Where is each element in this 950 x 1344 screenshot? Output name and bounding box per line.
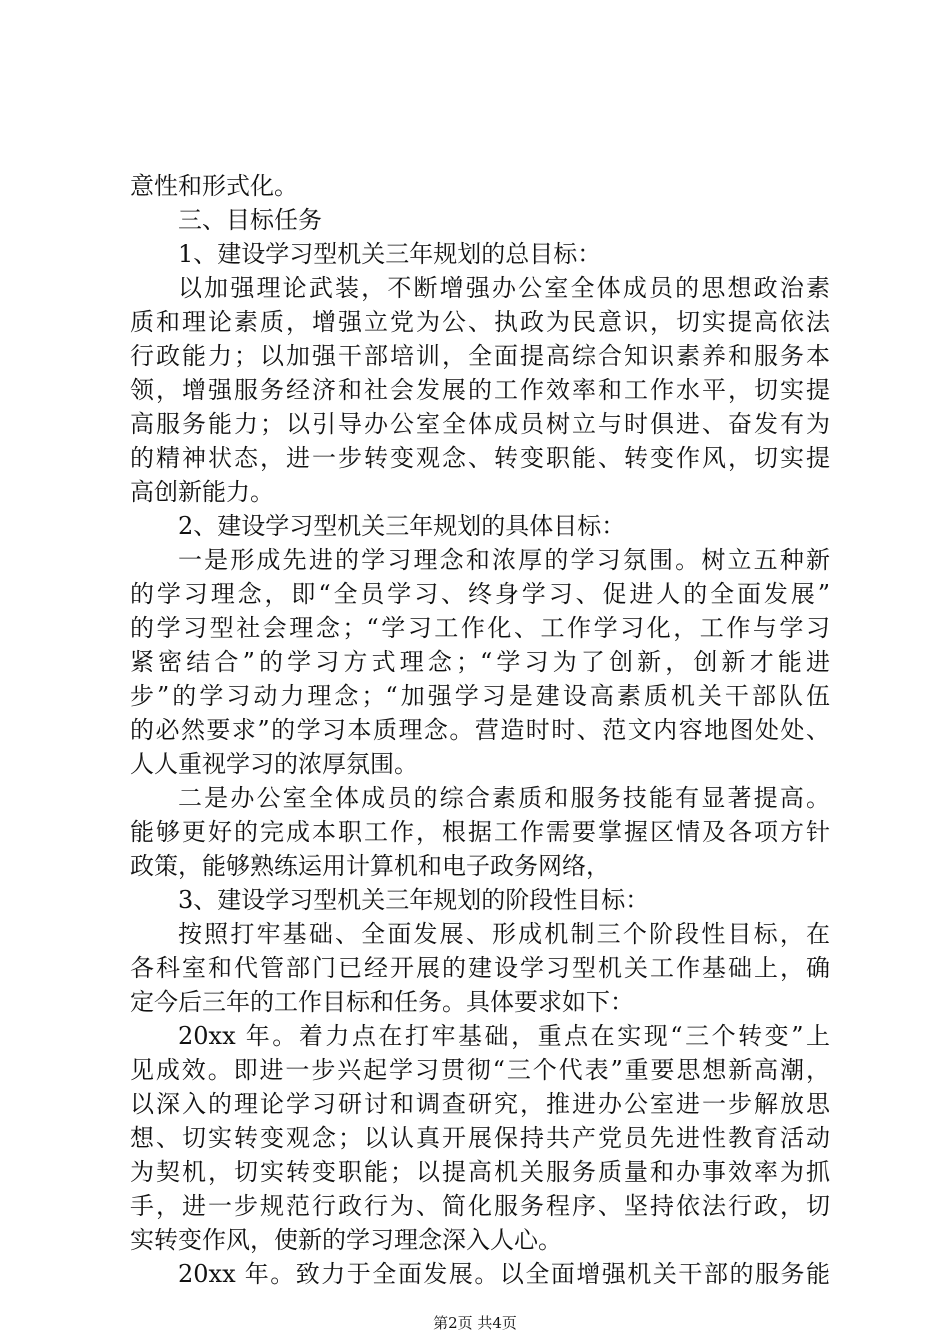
text-line: 二是办公室全体成员的综合素质和服务技能有显著提高。	[178, 784, 830, 812]
subheading: 1、建设学习型机关三年规划的总目标：	[178, 240, 602, 268]
text-line: 人人重视学习的浓厚氛围。	[130, 750, 418, 778]
text-line: 以加强理论武装，不断增强办公室全体成员的思想政治素	[178, 274, 830, 302]
text-line: 高创新能力。	[130, 478, 274, 506]
subheading: 2、建设学习型机关三年规划的具体目标：	[178, 512, 626, 540]
text-line: 想、切实转变观念；以认真开展保持共产党员先进性教育活动	[130, 1124, 830, 1152]
text-line: 步”的学习动力理念；“加强学习是建设高素质机关干部队伍	[130, 682, 830, 710]
page-footer: 第2页 共4页	[433, 1314, 517, 1332]
text-line: 领，增强服务经济和社会发展的工作效率和工作水平，切实提	[130, 376, 830, 404]
text-line: 以深入的理论学习研讨和调查研究，推进办公室进一步解放思	[130, 1090, 830, 1118]
text-line: 高服务能力；以引导办公室全体成员树立与时俱进、奋发有为	[130, 410, 830, 438]
text-line: 定今后三年的工作目标和任务。具体要求如下：	[130, 988, 634, 1016]
text-line: 见成效。即进一步兴起学习贯彻“三个代表”重要思想新高潮，	[130, 1056, 830, 1084]
text-line: 20xx 年。致力于全面发展。以全面增强机关干部的服务能	[178, 1260, 830, 1288]
text-line: 能够更好的完成本职工作，根据工作需要掌握区情及各项方针	[130, 818, 830, 846]
text-line: 政策，能够熟练运用计算机和电子政务网络，	[130, 852, 610, 880]
text-line: 意性和形式化。	[130, 172, 298, 200]
text-line: 行政能力；以加强干部培训，全面提高综合知识素养和服务本	[130, 342, 830, 370]
text-line: 的学习型社会理念；“学习工作化、工作学习化，工作与学习	[130, 614, 830, 642]
section-heading: 三、目标任务	[178, 206, 322, 234]
text-line: 各科室和代管部门已经开展的建设学习型机关工作基础上，确	[130, 954, 830, 982]
text-line: 的精神状态，进一步转变观念、转变职能、转变作风，切实提	[130, 444, 830, 472]
text-line: 一是形成先进的学习理念和浓厚的学习氛围。树立五种新	[178, 546, 830, 574]
text-line: 的必然要求”的学习本质理念。营造时时、范文内容地图处处、	[130, 716, 830, 744]
text-line: 实转变作风，使新的学习理念深入人心。	[130, 1226, 562, 1254]
text-line: 紧密结合”的学习方式理念；“学习为了创新，创新才能进	[130, 648, 830, 676]
text-line: 质和理论素质，增强立党为公、执政为民意识，切实提高依法	[130, 308, 830, 336]
text-line: 的学习理念，即“全员学习、终身学习、促进人的全面发展”	[130, 580, 830, 608]
text-line: 手，进一步规范行政行为、简化服务程序、坚持依法行政，切	[130, 1192, 830, 1220]
subheading: 3、建设学习型机关三年规划的阶段性目标：	[178, 886, 650, 914]
text-line: 20xx 年。着力点在打牢基础，重点在实现“三个转变”上	[178, 1022, 830, 1050]
text-line: 按照打牢基础、全面发展、形成机制三个阶段性目标，在	[178, 920, 830, 948]
text-line: 为契机，切实转变职能；以提高机关服务质量和办事效率为抓	[130, 1158, 830, 1186]
